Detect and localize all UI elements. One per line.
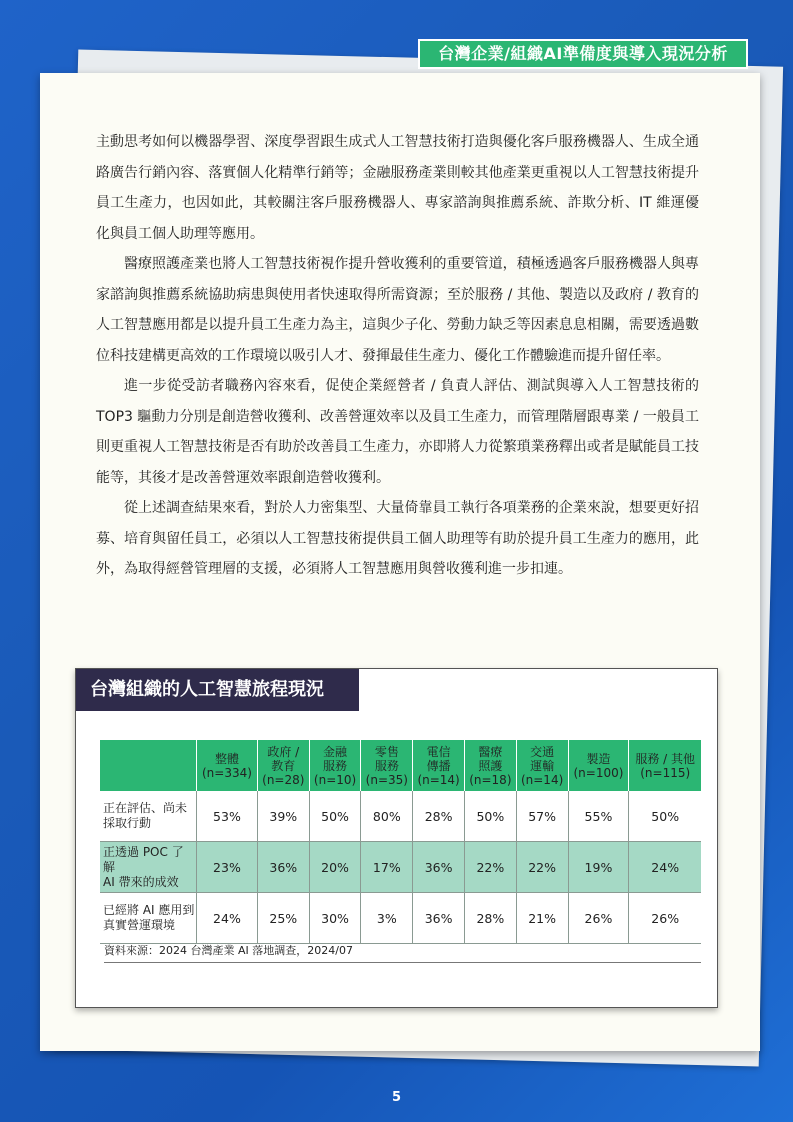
table-cell: 57% [516, 791, 568, 842]
column-header [413, 740, 465, 791]
column-header-line: 照護 [478, 758, 503, 773]
table-cell: 25% [257, 893, 309, 944]
table-row [100, 791, 701, 842]
row-label-line: 採取行動 [103, 816, 152, 830]
row-label-line: 真實營運環境 [103, 918, 176, 932]
column-header [197, 740, 258, 791]
table-row [100, 893, 701, 944]
table-cell: 22% [464, 842, 516, 893]
column-header-line: 整體 [214, 751, 239, 766]
column-header-line: (n=28) [262, 772, 305, 787]
column-header-line: 教育 [271, 758, 296, 773]
table-cell: 22% [516, 842, 568, 893]
column-header [516, 740, 568, 791]
column-header-line: 運輸 [530, 758, 555, 773]
column-header-line: 零售 [374, 744, 399, 759]
column-header-line: (n=10) [313, 772, 357, 787]
row-label [100, 842, 197, 893]
column-header-line: 服務 / 其他 [635, 751, 696, 766]
column-header-line: (n=14) [520, 772, 564, 787]
table-row [100, 842, 701, 893]
column-header [309, 740, 361, 791]
paragraph-3: 進一步從受訪者職務內容來看，促使企業經營者 / 負責人評估、測試與導入人工智慧技術的 TOP3 驅動力分別是創造營收獲利、改善營運效率以及員工生產力，而管理階層跟專業 / 一般員工則更重視人工智慧技術是否有助於改善員工生產力，亦即將人力從繁瑣業務釋出或者是賦能員工技能等，其後才是改善營運效率跟創造營收獲利。 [96, 378, 699, 486]
table-cell: 28% [464, 893, 516, 944]
table-cell: 23% [197, 842, 258, 893]
table-cell: 50% [464, 791, 516, 842]
row-label [100, 893, 197, 944]
column-header-line: 製造 [586, 751, 611, 766]
row-label-line: 正透過 POC 了解 [103, 844, 184, 874]
table-cell: 50% [629, 791, 701, 842]
table-cell: 19% [568, 842, 629, 893]
table-cell: 3% [361, 893, 413, 944]
page-number: 5 [391, 1090, 402, 1105]
table-cell: 17% [361, 842, 413, 893]
survey-table-box [75, 668, 718, 1008]
table-cell: 36% [257, 842, 309, 893]
column-header-line: 金融 [323, 744, 348, 759]
table-header-row [100, 740, 701, 791]
column-header-line: 服務 [323, 758, 348, 773]
paragraph-2: 醫療照護產業也將人工智慧技術視作提升營收獲利的重要管道，積極透過客戶服務機器人與專家諮詢與推薦系統協助病患與使用者快速取得所需資源；至於服務 / 其他、製造以及政府 / 教育的人工智慧應用都是以提升員工生產力為主，這與少子化、勞動力缺乏等因素息息相關，需要透過數位科技建構更高效的工作環境以吸引人才、發揮最佳生產力、優化工作體驗進而提升留任率。 [96, 256, 699, 364]
row-label-line: 正在評估、尚未 [103, 801, 188, 815]
column-header [361, 740, 413, 791]
table-cell: 50% [309, 791, 361, 842]
column-header [568, 740, 629, 791]
column-header-line: 傳播 [426, 758, 451, 773]
column-header [257, 740, 309, 791]
table-cell: 36% [413, 893, 465, 944]
column-header-line: (n=35) [365, 772, 408, 787]
paragraph-1: 主動思考如何以機器學習、深度學習跟生成式人工智慧技術打造與優化客戶服務機器人、生成全通路廣告行銷內容、落實個人化精準行銷等；金融服務產業則較其他產業更重視以人工智慧技術提升員工生產力，也因如此，其較關注客戶服務機器人、專家諮詢與推薦系統、詐欺分析、IT 維運優化與員工個人助理等應用。 [96, 134, 699, 242]
corner-header-cell [100, 740, 197, 791]
column-header-line: 服務 [374, 758, 399, 773]
column-header-line: 政府 / [267, 744, 300, 759]
column-header-line: (n=100) [573, 765, 624, 780]
table-cell: 20% [309, 842, 361, 893]
table-title: 台灣組織的人工智慧旅程現況 [76, 669, 359, 711]
table-cell: 36% [413, 842, 465, 893]
table-cell: 24% [629, 842, 701, 893]
table-cell: 26% [568, 893, 629, 944]
column-header [464, 740, 516, 791]
chapter-header-tag: 台灣企業/組織AI準備度與導入現況分析 [418, 39, 748, 69]
row-label-line: AI 帶來的成效 [103, 874, 179, 889]
table-cell: 55% [568, 791, 629, 842]
article-body [96, 127, 699, 585]
table-cell: 28% [413, 791, 465, 842]
row-label [100, 791, 197, 842]
table-cell: 39% [257, 791, 309, 842]
survey-table [100, 740, 701, 944]
table-cell: 21% [516, 893, 568, 944]
column-header-line: (n=334) [201, 765, 252, 780]
paragraph-4: 從上述調查結果來看，對於人力密集型、大量倚靠員工執行各項業務的企業來說，想要更好招募、培育與留任員工，必須以人工智慧技術提供員工個人助理等有助於提升員工生產力的應用，此外，為取得經營管理層的支援，必須將人工智慧應用與營收獲利進一步扣連。 [96, 500, 699, 577]
table-cell: 53% [197, 791, 258, 842]
source-note: 資料來源：2024 台灣產業 AI 落地調查，2024/07 [104, 942, 701, 963]
table-cell: 80% [361, 791, 413, 842]
column-header-line: 醫療 [478, 744, 503, 759]
row-label-line: 已經將 AI 應用到 [103, 903, 195, 917]
column-header [629, 740, 701, 791]
table-cell: 24% [197, 893, 258, 944]
column-header-line: (n=14) [417, 772, 460, 787]
column-header-line: 交通 [530, 744, 555, 759]
column-header-line: (n=18) [469, 772, 512, 787]
table-cell: 30% [309, 893, 361, 944]
table-cell: 26% [629, 893, 701, 944]
column-header-line: (n=115) [640, 765, 691, 780]
column-header-line: 電信 [426, 744, 451, 759]
